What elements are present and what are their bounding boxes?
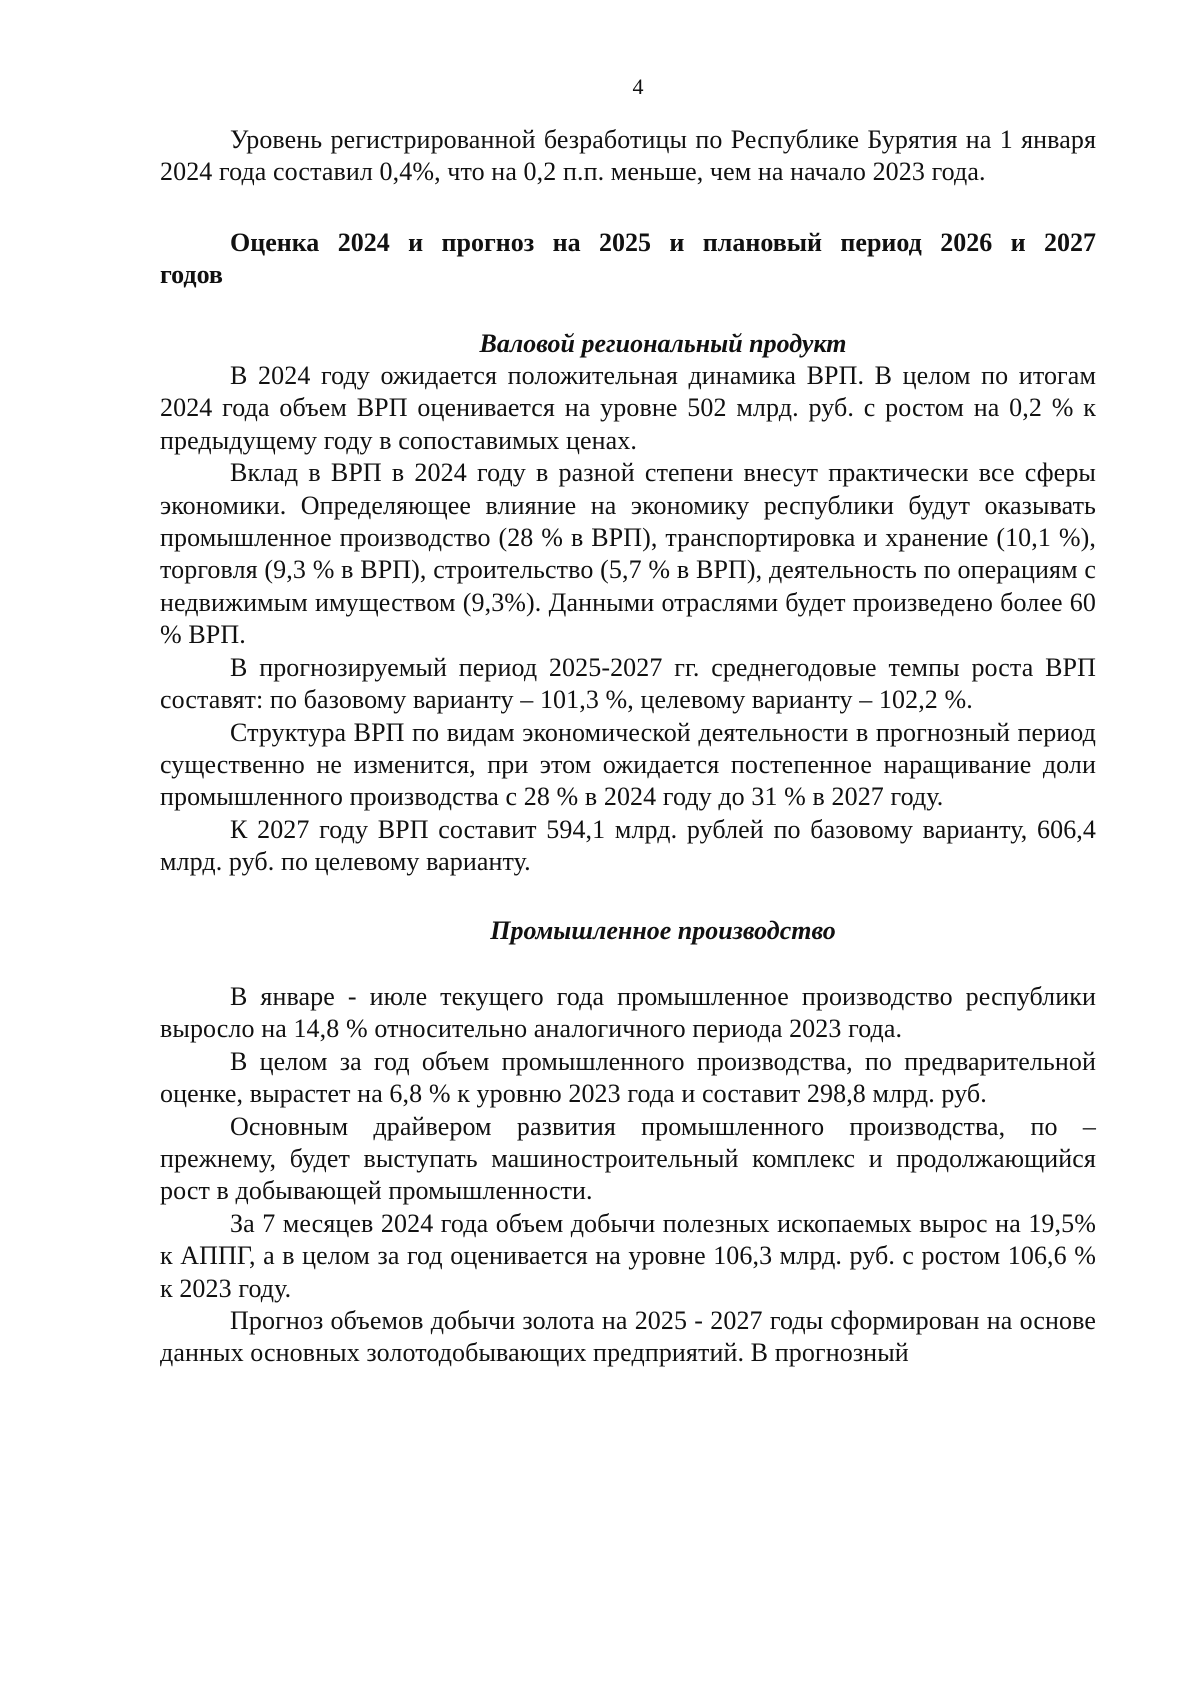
- industry-paragraph-1: В январе - июле текущего года промышленное производство республики выросло на 14,8 % относительно аналогичного периода 2023 года.: [160, 981, 1096, 1044]
- grp-paragraph-3: В прогнозируемый период 2025-2027 гг. среднегодовые темпы роста ВРП составят: по базовому варианту – 101,3 %, целевому варианту – 102,2 %.: [160, 652, 1096, 715]
- grp-paragraph-4: Структура ВРП по видам экономической деятельности в прогнозный период существенно не изменится, при этом ожидается постепенное наращивание доли промышленного производства с 28 % в 2024 году до 31 % в 2027 году.: [160, 717, 1096, 812]
- page-number: 4: [632, 74, 644, 99]
- grp-heading: Валовой региональный продукт: [479, 328, 847, 358]
- industry-paragraph-4: За 7 месяцев 2024 года объем добычи полезных ископаемых вырос на 19,5% к АППГ, а в целом за год оценивается на уровне 106,3 млрд. руб. с ростом 106,6 % к 2023 году.: [160, 1208, 1096, 1303]
- grp-paragraph-2: Вклад в ВРП в 2024 году в разной степени внесут практически все сферы экономики. Определяющее влияние на экономику республики будут оказывать промышленное производство (28 % в ВРП), транспортировка и хранение (10,1 %), торговля (9,3 % в ВРП), строительство (5,7 % в ВРП), деятельность по операциям с недвижимым имуществом (9,3%). Данными отраслями будет произведено более 60 % ВРП.: [160, 458, 1096, 650]
- industry-paragraph-3: Основным драйвером развития промышленного производства, по – прежнему, будет выступать машиностроительный комплекс и продолжающийся рост в добывающей промышленности.: [160, 1111, 1096, 1206]
- grp-paragraph-1: В 2024 году ожидается положительная динамика ВРП. В целом по итогам 2024 года объем ВРП оценивается на уровне 502 млрд. руб. с ростом на 0,2 % к предыдущему году в сопоставимых ценах.: [160, 361, 1096, 455]
- document-page: [160, 72, 1096, 1370]
- unemployment-paragraph: Уровень регистрированной безработицы по Республике Бурятия на 1 января 2024 года составил 0,4%, что на 0,2 п.п. меньше, чем на начало 2023 года.: [160, 125, 1096, 187]
- industry-paragraph-5: Прогноз объемов добычи золота на 2025 - 2027 годы сформирован на основе данных основных золотодобывающих предприятий. В прогнозный: [160, 1306, 1096, 1368]
- industry-heading: Промышленное производство: [490, 915, 836, 945]
- section-title: Оценка 2024 и прогноз на 2025 и плановый период 2026 и 2027 годов: [160, 227, 1096, 290]
- grp-paragraph-5: К 2027 году ВРП составит 594,1 млрд. рублей по базовому варианту, 606,4 млрд. руб. по целевому варианту.: [160, 814, 1096, 877]
- industry-paragraph-2: В целом за год объем промышленного производства, по предварительной оценке, вырастет на 6,8 % к уровню 2023 года и составит 298,8 млрд. руб.: [160, 1046, 1096, 1109]
